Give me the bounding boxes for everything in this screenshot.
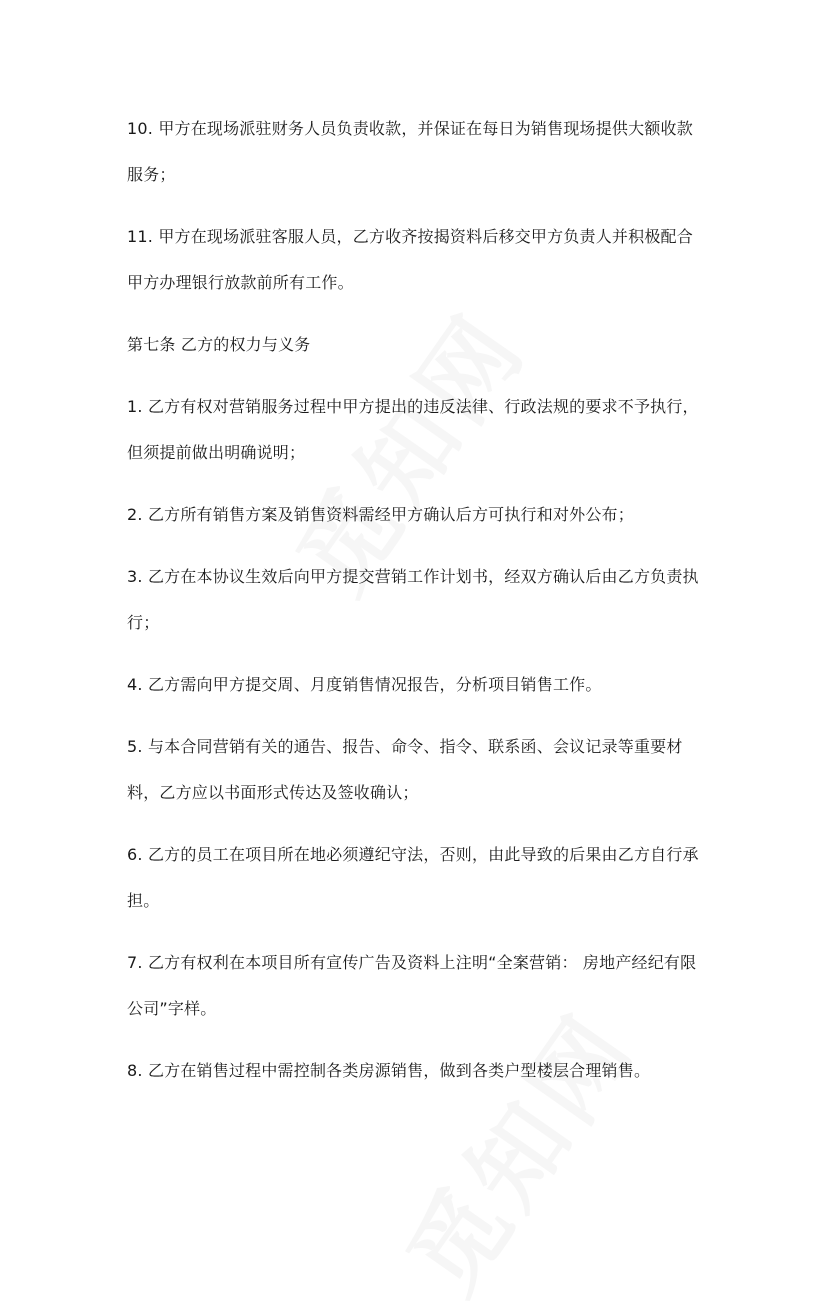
document-body [127, 106, 703, 1110]
clause-6: 6. 乙方的员工在项目所在地必须遵纪守法，否则，由此导致的后果由乙方自行承担。 [127, 845, 699, 910]
clause-11: 11. 甲方在现场派驻客服人员，乙方收齐按揭资料后移交甲方负责人并积极配合甲方办理银行放款前所有工作。 [127, 227, 693, 292]
clause-4: 4. 乙方需向甲方提交周、月度销售情况报告，分析项目销售工作。 [127, 675, 602, 694]
clause-10: 10. 甲方在现场派驻财务人员负责收款，并保证在每日为销售现场提供大额收款服务； [127, 119, 693, 184]
clause-5: 5. 与本合同营销有关的通告、报告、命令、指令、联系函、会议记录等重要材料，乙方应以书面形式传达及签收确认； [127, 737, 683, 802]
clause-1: 1. 乙方有权对营销服务过程中甲方提出的违反法律、行政法规的要求不予执行，但须提前做出明确说明； [127, 397, 699, 462]
clause-2: 2. 乙方所有销售方案及销售资料需经甲方确认后方可执行和对外公布； [127, 505, 634, 524]
clause-3: 3. 乙方在本协议生效后向甲方提交营销工作计划书，经双方确认后由乙方负责执行； [127, 567, 699, 632]
clause-8: 8. 乙方在销售过程中需控制各类房源销售，做到各类户型楼层合理销售。 [127, 1061, 651, 1080]
section-heading-article-7: 第七条 乙方的权力与义务 [127, 335, 311, 354]
clause-7: 7. 乙方有权利在本项目所有宣传广告及资料上注明“全案营销： 房地产经纪有限公司”字样。 [127, 953, 697, 1018]
